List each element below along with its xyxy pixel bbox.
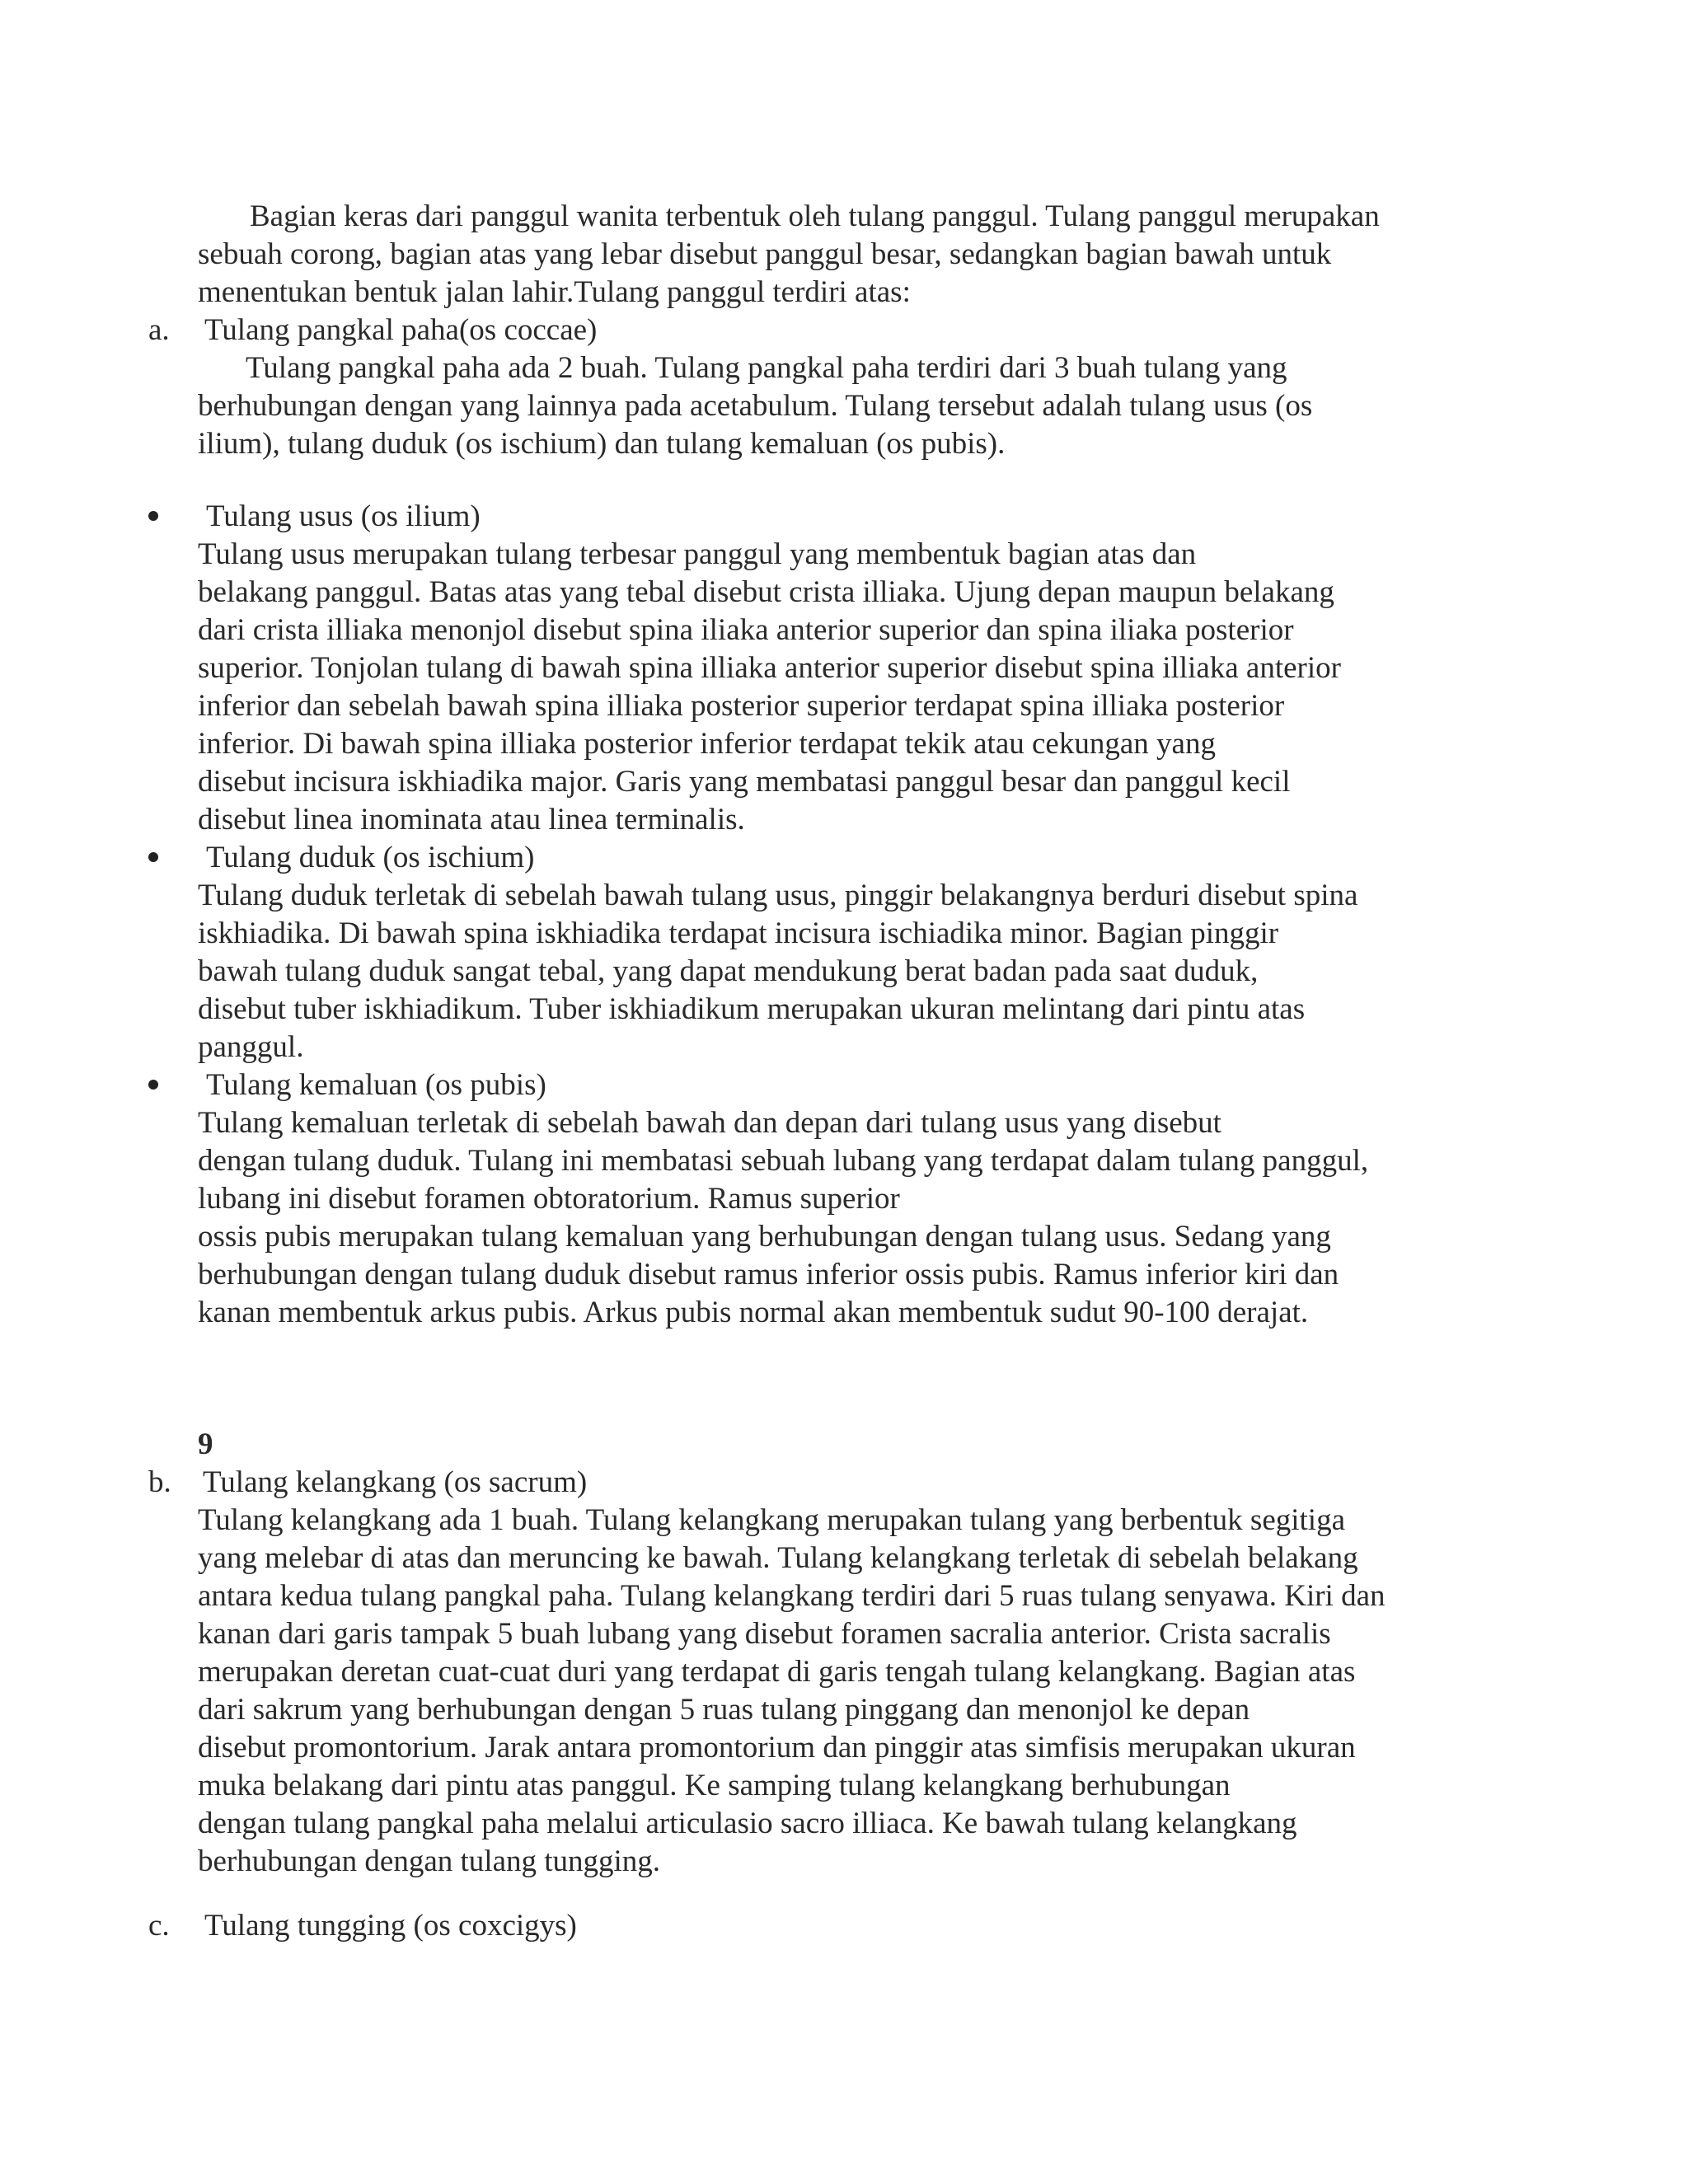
pubis-line: berhubungan dengan tulang duduk disebut ramus inferior ossis pubis. Ramus inferior kiri dan bbox=[198, 1258, 1339, 1291]
section-a-line: Tulang pangkal paha ada 2 buah. Tulang pangkal paha terdiri dari 3 buah tulang yang bbox=[246, 351, 1287, 385]
ischium-line: disebut tuber iskhiadikum. Tuber iskhiadikum merupakan ukuran melintang dari pintu atas bbox=[198, 992, 1306, 1026]
section-a-marker: a. bbox=[148, 313, 170, 347]
ilium-line: superior. Tonjolan tulang di bawah spina illiaka anterior superior disebut spina illiaka anterior bbox=[198, 651, 1341, 685]
bullet-icon bbox=[148, 1080, 158, 1090]
section-c-marker: c. bbox=[148, 1909, 170, 1943]
section-b-line: disebut promontorium. Jarak antara promontorium dan pinggir atas simfisis merupakan ukuran bbox=[198, 1731, 1356, 1765]
pubis-line: kanan membentuk arkus pubis. Arkus pubis normal akan membentuk sudut 90-100 derajat. bbox=[198, 1296, 1309, 1329]
section-b-marker: b. bbox=[148, 1465, 171, 1499]
ilium-line: disebut incisura iskhiadika major. Garis yang membatasi panggul besar dan panggul kecil bbox=[198, 765, 1291, 799]
section-b-line: dengan tulang pangkal paha melalui articulasio sacro illiaca. Ke bawah tulang kelangkang bbox=[198, 1807, 1297, 1840]
pubis-line: dengan tulang duduk. Tulang ini membatasi sebuah lubang yang terdapat dalam tulang panggul, bbox=[198, 1144, 1369, 1178]
ilium-line: dari crista illiaka menonjol disebut spina iliaka anterior superior dan spina iliaka posterior bbox=[198, 613, 1294, 647]
bullet-icon bbox=[148, 852, 158, 862]
section-a-line: ilium), tulang duduk (os ischium) dan tulang kemaluan (os pubis). bbox=[198, 427, 1006, 461]
bullet-icon bbox=[148, 511, 158, 521]
section-b-line: dari sakrum yang berhubungan dengan 5 ruas tulang pinggang dan menonjol ke depan bbox=[198, 1693, 1250, 1727]
section-b-line: kanan dari garis tampak 5 buah lubang yang disebut foramen sacralia anterior. Crista sacralis bbox=[198, 1617, 1331, 1651]
page-number: 9 bbox=[198, 1427, 213, 1461]
intro-line: Bagian keras dari panggul wanita terbentuk oleh tulang panggul. Tulang panggul merupakan bbox=[250, 199, 1380, 233]
ischium-line: bawah tulang duduk sangat tebal, yang dapat mendukung berat badan pada saat duduk, bbox=[198, 954, 1259, 988]
pubis-heading: Tulang kemaluan (os pubis) bbox=[206, 1068, 546, 1102]
pubis-line: Tulang kemaluan terletak di sebelah bawah dan depan dari tulang usus yang disebut bbox=[198, 1106, 1221, 1140]
intro-line: sebuah corong, bagian atas yang lebar disebut panggul besar, sedangkan bagian bawah untuk bbox=[198, 237, 1332, 271]
section-a-line: berhubungan dengan yang lainnya pada acetabulum. Tulang tersebut adalah tulang usus (os bbox=[198, 389, 1313, 423]
ischium-line: panggul. bbox=[198, 1030, 304, 1064]
section-b-line: merupakan deretan cuat-cuat duri yang terdapat di garis tengah tulang kelangkang. Bagian atas bbox=[198, 1655, 1356, 1689]
section-b-line: berhubungan dengan tulang tungging. bbox=[198, 1844, 661, 1878]
ilium-line: Tulang usus merupakan tulang terbesar panggul yang membentuk bagian atas dan bbox=[198, 537, 1197, 571]
ischium-line: Tulang duduk terletak di sebelah bawah tulang usus, pinggir belakangnya berduri disebut spina bbox=[198, 879, 1358, 912]
ischium-heading: Tulang duduk (os ischium) bbox=[206, 841, 535, 874]
ilium-heading: Tulang usus (os ilium) bbox=[206, 499, 481, 533]
pubis-line: ossis pubis merupakan tulang kemaluan yang berhubungan dengan tulang usus. Sedang yang bbox=[198, 1220, 1331, 1254]
intro-line: menentukan bentuk jalan lahir.Tulang panggul terdiri atas: bbox=[198, 275, 911, 309]
section-b-line: Tulang kelangkang ada 1 buah. Tulang kelangkang merupakan tulang yang berbentuk segitiga bbox=[198, 1503, 1345, 1537]
section-b-line: yang melebar di atas dan meruncing ke bawah. Tulang kelangkang terletak di sebelah belakang bbox=[198, 1541, 1358, 1575]
pubis-line: lubang ini disebut foramen obtoratorium. Ramus superior bbox=[198, 1182, 900, 1216]
section-b-heading: Tulang kelangkang (os sacrum) bbox=[203, 1465, 588, 1499]
ilium-line: inferior. Di bawah spina illiaka posterior inferior terdapat tekik atau cekungan yang bbox=[198, 727, 1216, 761]
section-a-heading: Tulang pangkal paha(os coccae) bbox=[204, 313, 598, 347]
section-b-line: antara kedua tulang pangkal paha. Tulang kelangkang terdiri dari 5 ruas tulang senyawa. Kiri dan bbox=[198, 1579, 1386, 1613]
section-b-line: muka belakang dari pintu atas panggul. Ke samping tulang kelangkang berhubungan bbox=[198, 1769, 1231, 1802]
ilium-line: inferior dan sebelah bawah spina illiaka posterior superior terdapat spina illiaka posterior bbox=[198, 689, 1285, 723]
ischium-line: iskhiadika. Di bawah spina iskhiadika terdapat incisura ischiadika minor. Bagian pinggir bbox=[198, 916, 1279, 950]
ilium-line: belakang panggul. Batas atas yang tebal disebut crista illiaka. Ujung depan maupun belakang bbox=[198, 575, 1334, 609]
section-c-heading: Tulang tungging (os coxcigys) bbox=[204, 1909, 577, 1943]
ilium-line: disebut linea inominata atau linea terminalis. bbox=[198, 803, 745, 837]
